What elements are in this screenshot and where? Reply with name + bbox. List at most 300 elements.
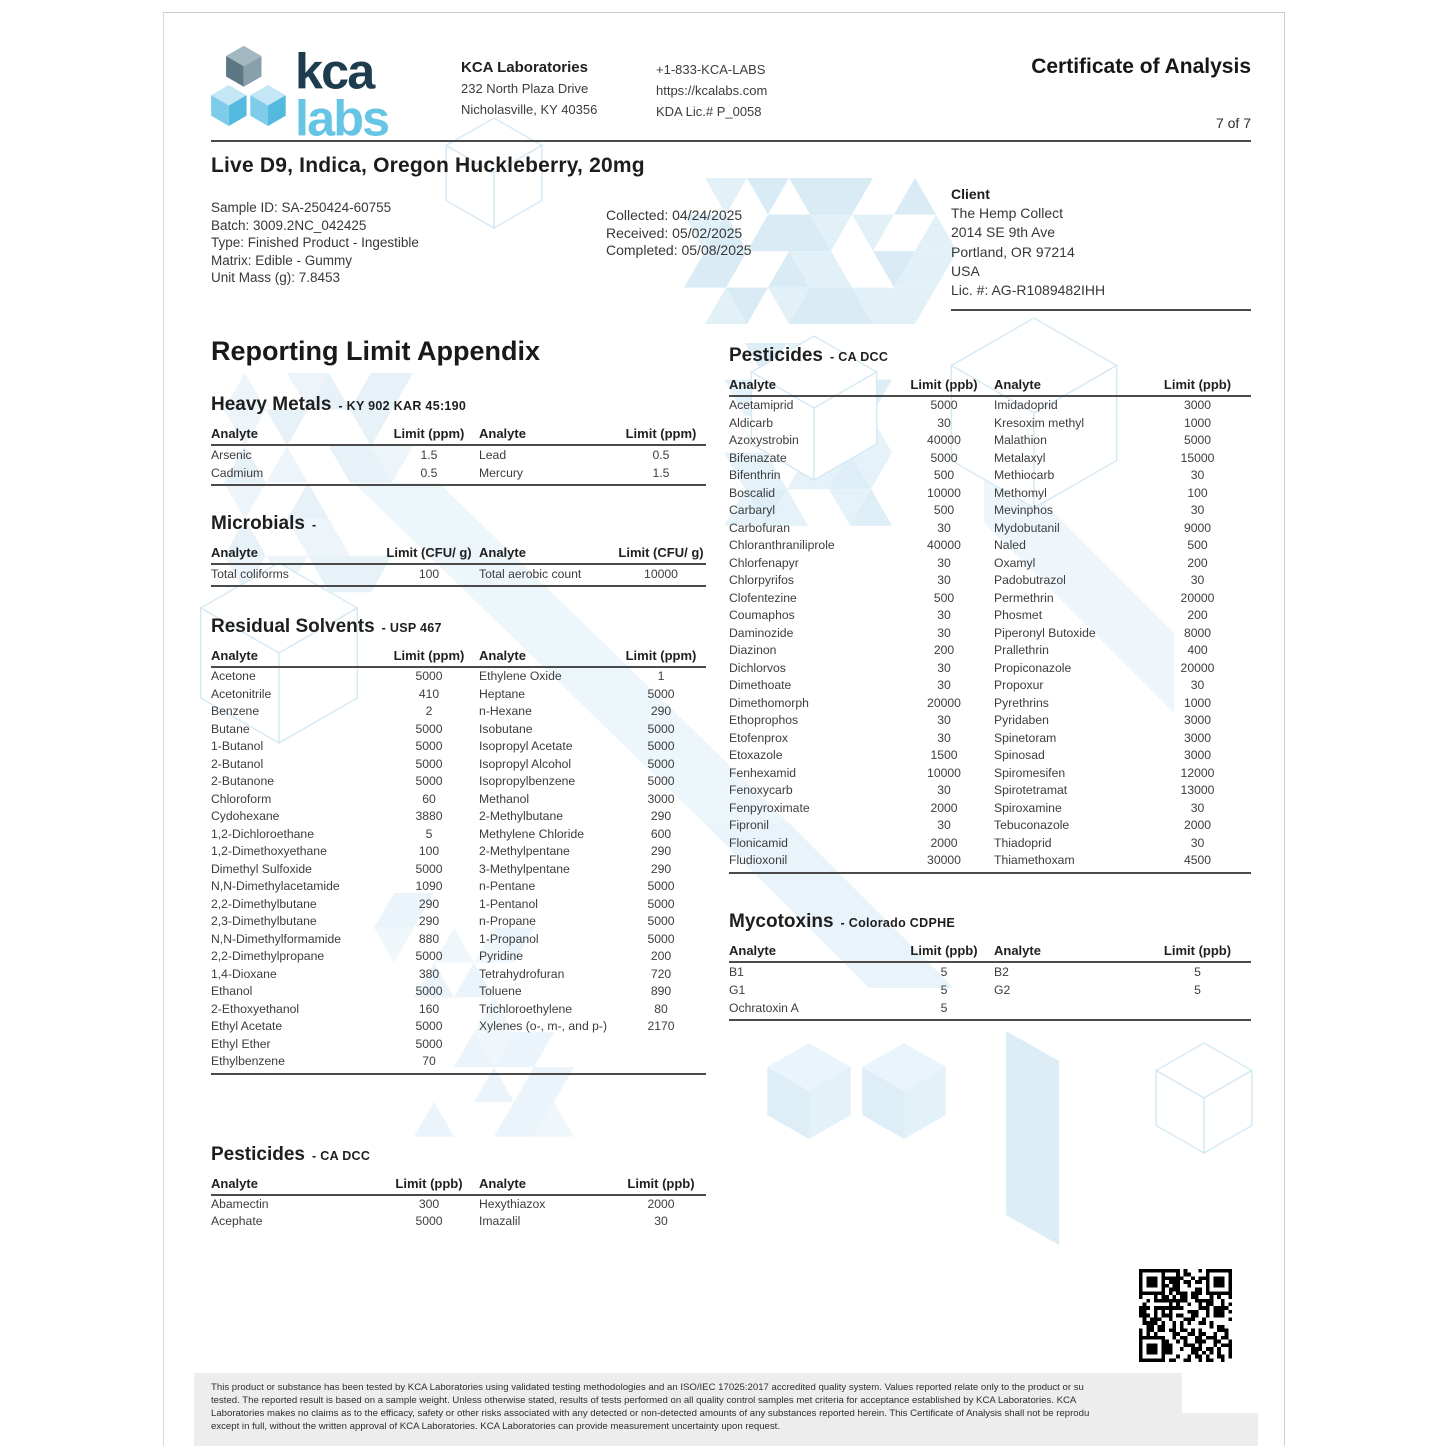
limit-cell: 60: [422, 791, 436, 806]
column-header: Analyte: [211, 545, 379, 564]
table-row: [211, 1213, 706, 1231]
section-mycotoxins: [729, 910, 1251, 1021]
limit-cell: 290: [418, 914, 440, 928]
analyte-cell: Diazinon: [729, 643, 777, 657]
limit-cell: 3000: [1183, 398, 1212, 412]
table-row: [729, 852, 1251, 873]
limit-cell: 5000: [415, 1019, 443, 1033]
table-row: [729, 590, 1251, 608]
limit-cell: 70: [379, 1053, 479, 1074]
table-row: [729, 537, 1251, 555]
analyte-cell: Naled: [994, 538, 1026, 552]
analyte-cell: 2,3-Dimethylbutane: [211, 914, 317, 928]
column-header: Limit (ppb): [379, 1176, 479, 1195]
left-column: [211, 336, 706, 1231]
analyte-cell: Malathion: [994, 433, 1047, 447]
analyte-cell: Permethrin: [994, 590, 1054, 605]
analyte-cell: Benzene: [211, 704, 260, 718]
limit-cell: 160: [418, 1001, 440, 1016]
column-header: Analyte: [479, 545, 616, 564]
limit-cell: 30: [937, 573, 951, 587]
limit-cell: 30: [1190, 800, 1205, 815]
section-title: Residual Solvents: [211, 616, 375, 637]
analyte-cell: Ethylene Oxide: [479, 669, 562, 683]
sample-date-line: Collected: 04/24/2025: [606, 207, 743, 223]
analyte-cell: Tetrahydrofuran: [479, 966, 565, 981]
table-header-row: [211, 545, 706, 564]
limit-cell: 5000: [1183, 433, 1212, 447]
table-row: [729, 607, 1251, 625]
lab-address-line2: Nicholasville, KY 40356: [461, 102, 598, 117]
table-row: [211, 1001, 706, 1019]
analyte-cell: Acetone: [211, 669, 256, 683]
table-row: [729, 677, 1251, 695]
column-header: Analyte: [994, 377, 1144, 396]
analyte-cell: 3-Methylpentane: [479, 861, 570, 876]
analyte-cell: Thiadoprid: [994, 835, 1052, 850]
limit-cell: 0.5: [652, 448, 670, 462]
limit-cell: 410: [418, 686, 440, 701]
limit-cell: 600: [650, 826, 672, 841]
section-heavy-metals: [211, 393, 706, 486]
table-row: [211, 564, 706, 586]
limit-cell: 890: [650, 984, 672, 998]
limit-cell: 5: [1194, 964, 1201, 979]
limit-cell: 5000: [647, 879, 675, 893]
section-title: Microbials: [211, 513, 305, 534]
analyte-cell: Acetamiprid: [729, 398, 794, 412]
limit-cell: 290: [650, 861, 672, 876]
limit-cell: 200: [1187, 555, 1208, 570]
table-row: [729, 800, 1251, 818]
table-row: [211, 1195, 706, 1214]
analyte-cell: Dimethomorph: [729, 695, 809, 710]
header-divider: [211, 140, 1251, 142]
client-line: USA: [951, 262, 980, 279]
analyte-cell: Carbaryl: [729, 503, 776, 517]
analyte-cell: B2: [994, 964, 1009, 979]
section-reference: - CA DCC: [312, 1148, 371, 1163]
analyte-cell: G1: [729, 982, 746, 997]
limit-cell: 30: [937, 783, 951, 797]
client-line: 2014 SE 9th Ave: [951, 224, 1056, 241]
limit-cell: 0.5: [379, 464, 479, 485]
table-header-row: [729, 377, 1251, 396]
column-header: Analyte: [211, 648, 379, 667]
logo-text-kca: kca: [295, 43, 374, 100]
analyte-cell: [479, 1036, 616, 1054]
kca-labs-logo: [206, 43, 426, 139]
limit-cell: 5000: [647, 739, 675, 753]
table-row: [211, 1018, 706, 1036]
analyte-cell: Imazalil: [479, 1214, 521, 1228]
table-row: [211, 931, 706, 949]
analyte-cell: Butane: [211, 721, 250, 736]
limit-cell: 3880: [415, 809, 443, 823]
pesticides-table-continued: [211, 1176, 706, 1231]
analyte-cell: 2-Methylbutane: [479, 809, 564, 823]
analyte-cell: Phosmet: [994, 608, 1043, 622]
limit-cell: 3000: [1183, 748, 1212, 762]
analyte-cell: Fenhexamid: [729, 765, 797, 780]
analyte-cell: Ochratoxin A: [729, 999, 894, 1020]
table-row: [211, 878, 706, 896]
lab-contact-line: +1-833-KCA-LABS: [656, 62, 766, 77]
table-row: [729, 730, 1251, 748]
column-header: Analyte: [211, 426, 379, 445]
sample-info-line: Matrix: Edible - Gummy: [211, 252, 353, 268]
limit-cell: 290: [650, 704, 672, 718]
table-row: [211, 843, 706, 861]
table-row: [729, 642, 1251, 660]
analyte-cell: 1,2-Dichloroethane: [211, 826, 314, 841]
page-corner-notch: [1182, 1373, 1285, 1413]
analyte-cell: n-Pentane: [479, 879, 536, 893]
table-header-row: [729, 943, 1251, 962]
table-row: [211, 913, 706, 931]
table-row: [211, 896, 706, 914]
limit-cell: 5000: [647, 774, 675, 788]
limit-cell: 30: [1190, 573, 1205, 587]
analyte-cell: G2: [994, 982, 1011, 997]
limit-cell: 30000: [894, 852, 994, 873]
table-row: [729, 555, 1251, 573]
analyte-cell: Tebuconazole: [994, 818, 1070, 832]
limit-cell: 30: [937, 818, 951, 832]
limit-cell: 30: [1190, 835, 1205, 850]
analyte-cell: Chlorpyrifos: [729, 573, 795, 587]
limit-cell: 5: [894, 999, 994, 1020]
analyte-cell: n-Propane: [479, 914, 536, 928]
analyte-cell: Mydobutanil: [994, 520, 1060, 535]
limit-cell: 13000: [1180, 783, 1215, 797]
analyte-cell: Ethylbenzene: [211, 1053, 379, 1074]
limit-cell: 500: [1187, 538, 1208, 552]
table-row: [729, 765, 1251, 783]
limit-cell: 5000: [415, 1036, 443, 1051]
analyte-cell: 1-Pentanol: [479, 896, 538, 911]
limit-cell: 2170: [647, 1019, 675, 1033]
section-reference: - KY 902 KAR 45:190: [338, 399, 467, 413]
limit-cell: 5000: [647, 756, 675, 771]
analyte-cell: Fludioxonil: [729, 852, 894, 873]
column-header: Limit (ppm): [379, 648, 479, 667]
client-label: Client: [951, 186, 990, 202]
sample-info-line: Type: Finished Product - Ingestible: [211, 235, 419, 251]
analyte-cell: Fenoxycarb: [729, 783, 793, 797]
limit-cell: 1: [657, 669, 665, 683]
limit-cell: 1000: [1183, 695, 1212, 710]
footer-line: except in full, without the written approval of KCA Laboratories. KCA Laboratories can provide measurement uncertainty upon request.: [211, 1420, 781, 1432]
table-header-row: [211, 1176, 706, 1195]
section-reference: -: [311, 518, 317, 532]
analyte-cell: 2-Methylpentane: [479, 844, 570, 858]
limit-cell: 100: [418, 844, 440, 858]
limit-cell: 200: [650, 949, 672, 963]
table-row: [211, 1036, 706, 1054]
analyte-cell: B1: [729, 964, 744, 979]
limit-cell: 20000: [1180, 590, 1215, 605]
footer-line: This product or substance has been tested by KCA Laboratories using validated testing methodologies and an ISO/IEC 17025:2017 accredited quality system. Values reported relate only to the product or su: [211, 1382, 1084, 1393]
limit-cell: [1144, 999, 1251, 1020]
analyte-cell: Total aerobic count: [479, 564, 616, 586]
analyte-cell: Propiconazole: [994, 660, 1072, 675]
analyte-cell: Prallethrin: [994, 643, 1049, 657]
column-header: Limit (ppm): [616, 648, 706, 667]
table-row: [729, 485, 1251, 503]
analyte-cell: Propoxur: [994, 678, 1044, 692]
column-header: Limit (ppb): [894, 377, 994, 396]
table-row: [211, 703, 706, 721]
table-row: [211, 445, 706, 464]
limit-cell: 290: [650, 809, 672, 823]
analyte-cell: Isopropylbenzene: [479, 774, 576, 788]
analyte-cell: N,N-Dimethylacetamide: [211, 879, 340, 893]
analyte-cell: Spinosad: [994, 748, 1045, 762]
section-title: Heavy Metals: [211, 394, 332, 415]
analyte-cell: Cydohexane: [211, 809, 280, 823]
residual-solvents-table: [211, 648, 706, 1075]
analyte-cell: Pyridine: [479, 949, 524, 963]
limit-cell: 5000: [647, 721, 675, 736]
column-header: Limit (CFU/ g): [616, 545, 706, 564]
limit-cell: 30: [937, 608, 951, 622]
analyte-cell: Ethyl Acetate: [211, 1019, 283, 1033]
analyte-cell: N,N-Dimethylformamide: [211, 931, 342, 946]
limit-cell: 5000: [415, 669, 443, 683]
table-row: [729, 835, 1251, 853]
analyte-cell: 1,4-Dioxane: [211, 966, 277, 981]
section-microbials: [211, 512, 706, 587]
limit-cell: 4500: [1144, 852, 1251, 873]
limit-cell: 5000: [415, 1214, 443, 1228]
table-row: [729, 981, 1251, 999]
limit-cell: 290: [650, 844, 672, 858]
table-row: [729, 660, 1251, 678]
limit-cell: 5: [1194, 982, 1201, 997]
analyte-cell: Methiocarb: [994, 468, 1055, 482]
limit-cell: 40000: [927, 433, 961, 447]
table-row: [729, 572, 1251, 590]
analyte-cell: Oxamyl: [994, 555, 1036, 570]
table-row: [729, 467, 1251, 485]
limit-cell: 720: [650, 966, 672, 981]
limit-cell: 100: [1187, 485, 1208, 500]
analyte-cell: Spiroxamine: [994, 800, 1062, 815]
section-reference: - USP 467: [381, 621, 442, 635]
limit-cell: 1090: [415, 879, 443, 893]
analyte-cell: Flonicamid: [729, 835, 788, 850]
limit-cell: 5000: [415, 949, 443, 963]
limit-cell: 1000: [1183, 415, 1212, 430]
table-row: [729, 415, 1251, 433]
analyte-cell: Arsenic: [211, 448, 252, 462]
table-row: [211, 983, 706, 1001]
limit-cell: [616, 1053, 706, 1074]
page-indicator: 7 of 7: [1215, 115, 1251, 131]
analyte-cell: Heptane: [479, 686, 526, 701]
limit-cell: 30: [937, 713, 951, 727]
limit-cell: 5000: [647, 914, 675, 928]
column-header: Analyte: [479, 648, 616, 667]
limit-cell: 5000: [415, 774, 443, 788]
analyte-cell: 2-Butanone: [211, 774, 275, 788]
lab-contact-line: KDA Lic.# P_0058: [656, 104, 762, 119]
client-line: Portland, OR 97214: [951, 243, 1075, 260]
analyte-cell: Daminozide: [729, 625, 794, 640]
section-pesticides-continued: [211, 1143, 706, 1231]
analyte-cell: Acephate: [211, 1214, 263, 1228]
table-header-row: [211, 648, 706, 667]
limit-cell: 2000: [930, 835, 958, 850]
analyte-cell: Metalaxyl: [994, 450, 1046, 465]
limit-cell: 9000: [1183, 520, 1212, 535]
analyte-cell: n-Hexane: [479, 704, 532, 718]
logo-text-labs: labs: [295, 89, 389, 139]
limit-cell: 5: [425, 826, 433, 841]
section-reference: - Colorado CDPHE: [840, 915, 956, 930]
column-header: Analyte: [729, 377, 894, 396]
limit-cell: 3000: [1183, 713, 1212, 727]
limit-cell: 5000: [930, 398, 958, 412]
limit-cell: 5000: [647, 931, 675, 946]
limit-cell: 10000: [616, 564, 706, 586]
column-header: Limit (ppb): [616, 1176, 706, 1195]
limit-cell: 200: [1187, 608, 1208, 622]
limit-cell: 80: [654, 1001, 668, 1016]
limit-cell: 30: [1190, 678, 1205, 692]
limit-cell: 500: [933, 503, 955, 517]
analyte-cell: Dichlorvos: [729, 660, 786, 675]
lab-address-block: [461, 57, 597, 120]
table-row: [211, 791, 706, 809]
limit-cell: 100: [379, 564, 479, 586]
sample-date-line: Received: 05/02/2025: [606, 224, 743, 241]
analyte-cell: Cadmium: [211, 464, 379, 485]
limit-cell: 30: [937, 415, 951, 430]
analyte-cell: Chlorfenapyr: [729, 555, 799, 570]
table-row: [211, 464, 706, 485]
limit-cell: 500: [933, 468, 955, 482]
limit-cell: 2000: [647, 1196, 675, 1211]
analyte-cell: 2,2-Dimethylbutane: [211, 896, 317, 911]
analyte-cell: Clofentezine: [729, 590, 797, 605]
limit-cell: 5000: [930, 450, 958, 465]
limit-cell: 290: [418, 896, 440, 911]
lab-contact-block: [656, 59, 767, 122]
table-row: [729, 502, 1251, 520]
analyte-cell: Xylenes (o-, m-, and p-): [479, 1019, 608, 1033]
sample-info-line: Batch: 3009.2NC_042425: [211, 217, 367, 233]
analyte-cell: Thiamethoxam: [994, 852, 1144, 873]
table-row: [729, 782, 1251, 800]
lab-address-line1: 232 North Plaza Drive: [461, 81, 589, 96]
limit-cell: 2000: [930, 800, 958, 815]
table-row: [729, 962, 1251, 981]
table-row: [211, 948, 706, 966]
limit-cell: 30: [937, 660, 951, 675]
column-header: Limit (ppb): [1144, 943, 1251, 962]
section-reference: - CA DCC: [830, 350, 889, 364]
analyte-cell: Methomyl: [994, 485, 1047, 500]
limit-cell: 400: [1187, 643, 1208, 657]
column-header: Analyte: [211, 1176, 379, 1195]
table-row: [211, 861, 706, 879]
limit-cell: 5: [940, 982, 948, 997]
limit-cell: 5000: [647, 686, 675, 701]
analyte-cell: Pyridaben: [994, 713, 1049, 727]
analyte-cell: Isobutane: [479, 721, 533, 736]
analyte-cell: 1,2-Dimethoxyethane: [211, 844, 327, 858]
column-header: Analyte: [729, 943, 894, 962]
footer-line: Laboratories makes no claims as to the efficacy, safety or other risks associated with any detected or non-detected amounts of any substances reported herein. This Certificate of Analysis shall not be reprodu: [211, 1407, 1090, 1419]
limit-cell: 10000: [927, 765, 961, 780]
limit-cell: [616, 1036, 706, 1054]
coa-page: [163, 12, 1285, 1446]
table-row: [729, 747, 1251, 765]
limit-cell: 5000: [415, 739, 443, 753]
limit-cell: 2: [425, 704, 433, 718]
table-row: [211, 966, 706, 984]
limit-cell: 1500: [930, 748, 958, 762]
limit-cell: 5000: [415, 984, 443, 998]
analyte-cell: Etofenprox: [729, 730, 788, 745]
client-divider: [951, 309, 1251, 311]
analyte-cell: 2-Butanol: [211, 756, 264, 771]
client-line: The Hemp Collect: [951, 205, 1064, 221]
analyte-cell: Abamectin: [211, 1196, 269, 1211]
sample-info-line: Unit Mass (g): 7.8453: [211, 270, 341, 286]
analyte-cell: Ethanol: [211, 984, 253, 998]
section-residual-solvents: [211, 615, 706, 1075]
limit-cell: 2000: [1183, 818, 1212, 832]
pesticides-table: [729, 377, 1251, 874]
limit-cell: 30: [937, 520, 951, 535]
analyte-cell: Hexythiazox: [479, 1196, 546, 1211]
appendix-title: Reporting Limit Appendix: [211, 336, 540, 366]
analyte-cell: Fipronil: [729, 818, 769, 832]
analyte-cell: Ethoprophos: [729, 713, 799, 727]
column-header: Limit (ppm): [616, 426, 706, 445]
analyte-cell: Spirotetramat: [994, 783, 1068, 797]
analyte-cell: Acetonitrile: [211, 686, 272, 701]
limit-cell: 5000: [415, 861, 443, 876]
table-row: [729, 695, 1251, 713]
sample-date-line: Completed: 05/08/2025: [606, 242, 752, 259]
limit-cell: 200: [933, 643, 955, 657]
analyte-cell: [994, 999, 1144, 1020]
analyte-cell: Mercury: [479, 464, 616, 485]
table-row: [211, 826, 706, 844]
column-header: Limit (CFU/ g): [379, 545, 479, 564]
analyte-cell: Dimethyl Sulfoxide: [211, 861, 312, 876]
analyte-cell: Methylene Chloride: [479, 826, 585, 841]
right-column: [729, 344, 1251, 1021]
analyte-cell: Etoxazole: [729, 748, 783, 762]
table-row: [729, 432, 1251, 450]
limit-cell: 30: [1190, 468, 1205, 482]
analyte-cell: Coumaphos: [729, 608, 795, 622]
doc-title: Certificate of Analysis: [1031, 55, 1251, 78]
limit-cell: 30: [937, 625, 951, 640]
table-row: [729, 396, 1251, 415]
limit-cell: 300: [418, 1196, 440, 1211]
limit-cell: 20000: [927, 695, 961, 710]
analyte-cell: 2,2-Dimethylpropane: [211, 949, 325, 963]
table-row: [211, 667, 706, 686]
limit-cell: 1.5: [420, 448, 438, 462]
limit-cell: 5000: [647, 896, 675, 911]
